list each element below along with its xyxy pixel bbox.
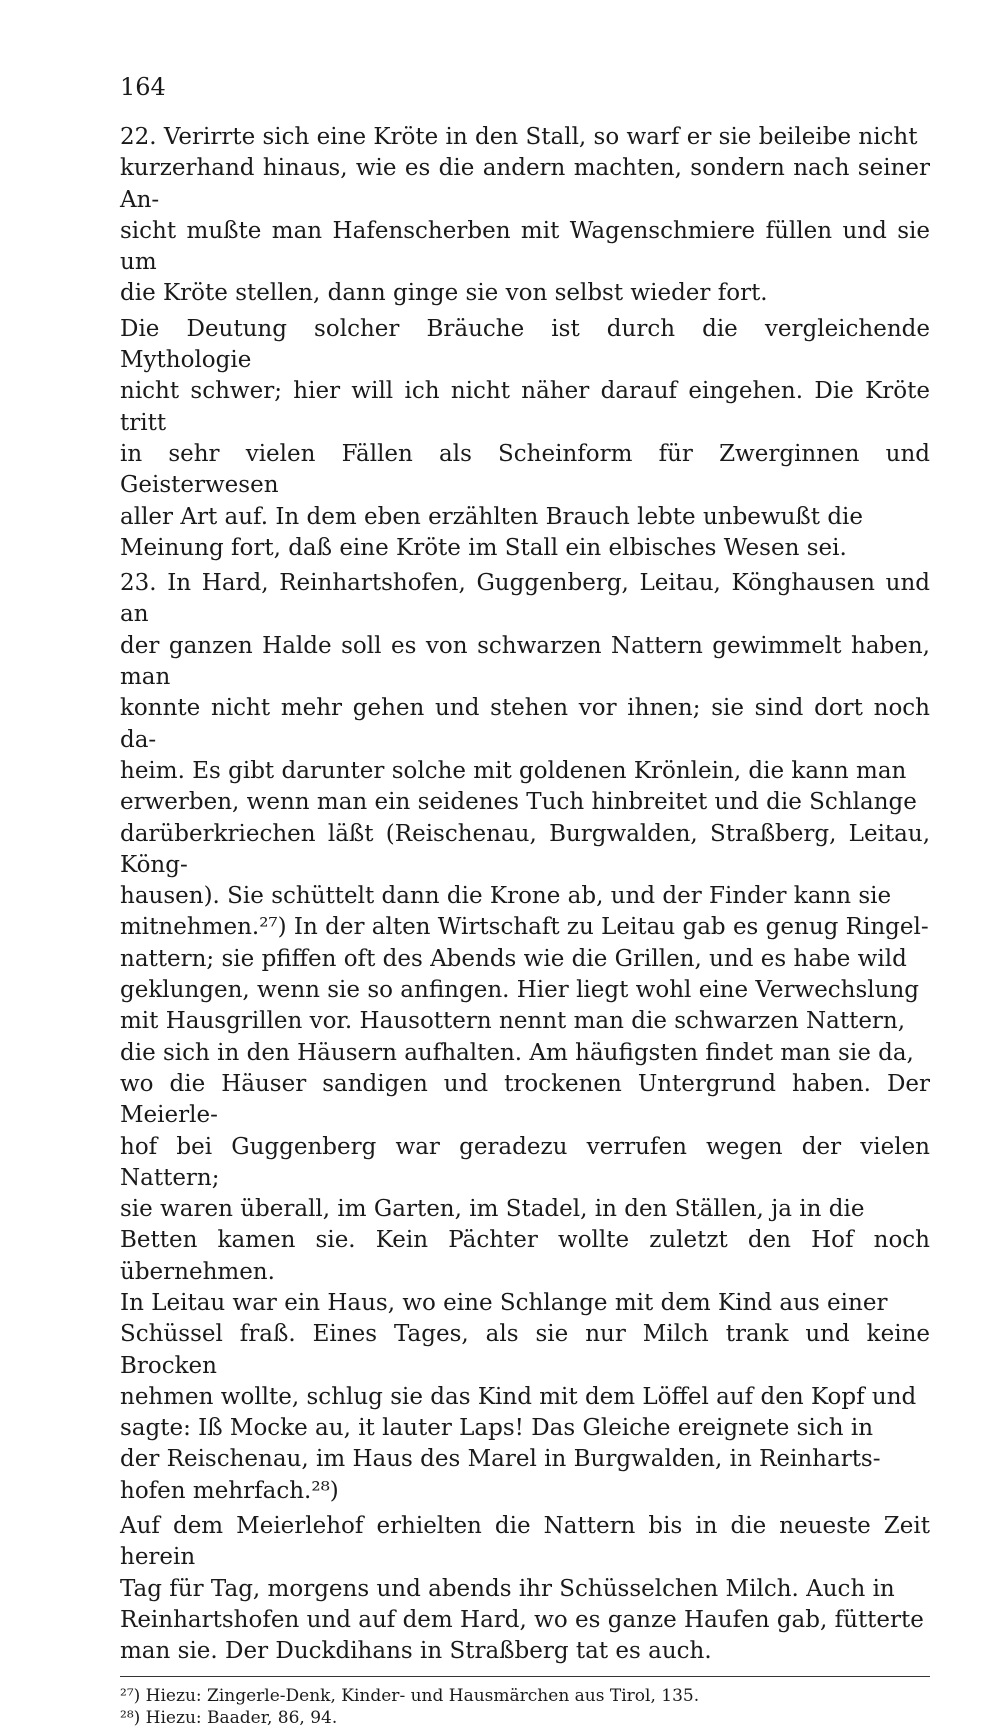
paragraph bbox=[120, 1511, 930, 1667]
text-line: mitnehmen.²⁷) In der alten Wirtschaft zu Leitau gab es genug Ringel- bbox=[120, 914, 929, 941]
footnote-divider bbox=[120, 1676, 930, 1677]
text-line: Betten kamen sie. Kein Pächter wollte zuletzt den Hof noch übernehmen. bbox=[120, 1227, 930, 1285]
text-line: Meinung fort, daß eine Kröte im Stall ein elbisches Wesen sei. bbox=[120, 534, 847, 561]
text-line: nehmen wollte, schlug sie das Kind mit dem Löffel auf den Kopf und bbox=[120, 1383, 917, 1410]
text-line: man sie. Der Duckdihans in Straßberg tat es auch. bbox=[120, 1638, 712, 1665]
page-number: 164 bbox=[120, 73, 166, 101]
paragraph bbox=[120, 122, 930, 310]
text-line: erwerben, wenn man ein seidenes Tuch hinbreitet und die Schlange bbox=[120, 789, 917, 816]
text-line: 22. Verirrte sich eine Kröte in den Stall, so warf er sie beileibe nicht bbox=[120, 124, 918, 150]
text-line: Reinhartshofen und auf dem Hard, wo es ganze Haufen gab, fütterte bbox=[120, 1606, 924, 1633]
text-line: in sehr vielen Fällen als Scheinform für Zwerginnen und Geisterwesen bbox=[120, 440, 930, 499]
text-line: der ganzen Halde soll es von schwarzen Nattern gewimmelt haben, man bbox=[120, 632, 930, 691]
text-line: die Kröte stellen, dann ginge sie von selbst wieder fort. bbox=[120, 280, 768, 307]
text-line: wo die Häuser sandigen und trockenen Untergrund haben. Der Meierle- bbox=[120, 1070, 930, 1129]
text-line: die sich in den Häusern aufhalten. Am häufigsten findet man sie da, bbox=[120, 1039, 914, 1066]
text-line: hof bei Guggenberg war geradezu verrufen wegen der vielen Nattern; bbox=[120, 1133, 930, 1191]
text-line: 23. In Hard, Reinhartshofen, Guggenberg, Leitau, Könghausen und an bbox=[120, 570, 930, 628]
text-line: Die Deutung solcher Bräuche ist durch die vergleichende Mythologie bbox=[120, 315, 930, 374]
text-line: mit Hausgrillen vor. Hausottern nennt man die schwarzen Nattern, bbox=[120, 1008, 906, 1035]
footnote: ²⁷) Hiezu: Zingerle-Denk, Kinder- und Hausmärchen aus Tirol, 135. bbox=[120, 1685, 700, 1706]
text-line: hausen). Sie schüttelt dann die Krone ab, und der Finder kann sie bbox=[120, 883, 892, 910]
text-line: sagte: Iß Mocke au, it lauter Laps! Das Gleiche ereignete sich in bbox=[120, 1415, 874, 1442]
text-line: aller Art auf. In dem eben erzählten Brauch lebte unbewußt die bbox=[120, 503, 864, 530]
paragraph bbox=[120, 568, 930, 1507]
text-line: sie waren überall, im Garten, im Stadel, in den Ställen, ja in die bbox=[120, 1196, 865, 1223]
text-line: konnte nicht mehr gehen und stehen vor ihnen; sie sind dort noch da- bbox=[120, 695, 930, 753]
text-line: In Leitau war ein Haus, wo eine Schlange mit dem Kind aus einer bbox=[120, 1289, 888, 1316]
text-line: darüberkriechen läßt (Reischenau, Burgwalden, Straßberg, Leitau, Köng- bbox=[120, 820, 930, 878]
text-line: Schüssel fraß. Eines Tages, als sie nur Milch trank und keine Brocken bbox=[120, 1321, 930, 1379]
text-line: hofen mehrfach.²⁸) bbox=[120, 1477, 339, 1504]
footnote: ²⁸) Hiezu: Baader, 86, 94. bbox=[120, 1707, 338, 1728]
text-line: nattern; sie pfiffen oft des Abends wie die Grillen, und es habe wild bbox=[120, 945, 907, 972]
text-line: sicht mußte man Hafenscherben mit Wagenschmiere füllen und sie um bbox=[120, 217, 930, 276]
text-line: kurzerhand hinaus, wie es die andern machten, sondern nach seiner An- bbox=[120, 155, 930, 213]
text-line: heim. Es gibt darunter solche mit goldenen Krönlein, die kann man bbox=[120, 757, 907, 784]
footnotes bbox=[120, 1685, 930, 1729]
text-line: geklungen, wenn sie so anfingen. Hier liegt wohl eine Verwechslung bbox=[120, 977, 920, 1004]
paragraph bbox=[120, 314, 930, 564]
body-text bbox=[120, 122, 930, 1668]
text-line: der Reischenau, im Haus des Marel in Burgwalden, in Reinharts- bbox=[120, 1446, 881, 1473]
text-line: Tag für Tag, morgens und abends ihr Schüsselchen Milch. Auch in bbox=[120, 1575, 895, 1602]
text-line: Auf dem Meierlehof erhielten die Nattern bis in die neueste Zeit herein bbox=[120, 1513, 930, 1571]
text-line: nicht schwer; hier will ich nicht näher darauf eingehen. Die Kröte tritt bbox=[120, 378, 930, 436]
